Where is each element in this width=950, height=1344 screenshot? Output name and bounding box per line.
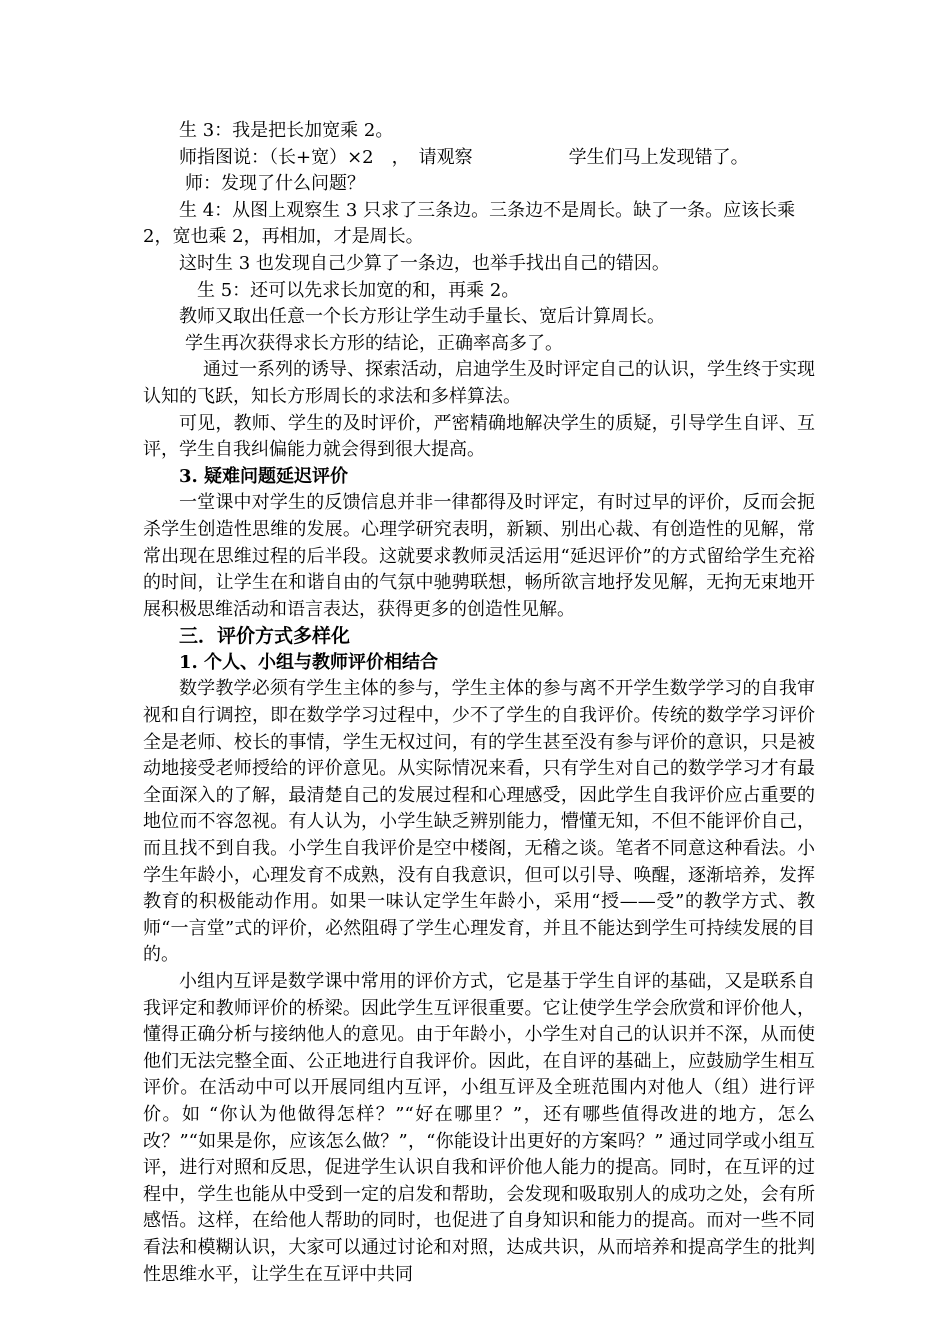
- text-span: 师指图说：（长+宽）×2 ， 请观察: [179, 146, 473, 168]
- section-heading: 3. 疑难问题延迟评价: [179, 465, 349, 487]
- text-span: 学生们马上发现错了。: [568, 146, 749, 168]
- document-page: [143, 118, 815, 1288]
- text-line: 2，宽也乘 2，再相加，才是周长。: [143, 226, 424, 248]
- text-line: 教师又取出任意一个长方形让学生动手量长、宽后计算周长。: [179, 306, 665, 328]
- text-line: 学生再次获得求长方形的结论，正确率高多了。: [185, 332, 563, 354]
- text-line: 师：发现了什么问题？: [185, 173, 365, 195]
- text-line: 生 4：从图上观察生 3 只求了三条边。三条边不是周长。缺了一条。应该长乘: [179, 199, 796, 221]
- paragraph: 通过一系列的诱导、探索活动，启迪学生及时评定自己的认识，学生终于实现认知的飞跃，知长方形周长的求法和多样算法。: [143, 359, 815, 407]
- text-line: 生 3：我是把长加宽乘 2。: [179, 120, 394, 141]
- paragraph: 可见，教师、学生的及时评价，严密精确地解决学生的质疑，引导学生自评、互评，学生自我纠偏能力就会得到很大提高。: [143, 412, 815, 461]
- paragraph: 小组内互评是数学课中常用的评价方式，它是基于学生自评的基础，又是联系自我评定和教师评价的桥梁。因此学生互评很重要。它让使学生学会欣赏和评价他人，懂得正确分析与接纳他人的意见。由于年龄小，小学生对自己的认识并不深，从而使他们无法完整全面、公正地进行自我评价。因此，在自评的基础上，应鼓励学生相互评价。在活动中可以开展同组内互评，小组互评及全班范围内对他人（组）进行评价。如 “你认为他做得怎样？”“好在哪里？”，还有哪些值得改进的地方，怎么改？”“如果是你，应该怎么做？”，“你能设计出更好的方案吗？” 通过同学或小组互评，进行对照和反思，促进学生认识自我和评价他人能力的提高。同时，在互评的过程中，学生也能从中受到一定的启发和帮助，会发现和吸取别人的成功之处，会有所感悟。这样，在给他人帮助的同时，也促进了自身知识和能力的提高。而对一些不同看法和模糊认识，大家可以通过讨论和对照，达成共识，从而培养和提高学生的批判性思维水平，让学生在互评中共同: [143, 971, 815, 1285]
- text-line: [143, 145, 815, 172]
- paragraph: 一堂课中对学生的反馈信息并非一律都得及时评定，有时过早的评价，反而会扼杀学生创造性思维的发展。心理学研究表明，新颖、别出心裁、有创造性的见解，常常出现在思维过程的后半段。这就要求教师灵活运用“延迟评价”的方式留给学生充裕的时间，让学生在和谐自由的气氛中驰骋联想，畅所欲言地抒发见解，无拘无束地开展积极思维活动和语言表达，获得更多的创造性见解。: [143, 492, 815, 620]
- section-heading: 1. 个人、小组与教师评价相结合: [179, 651, 439, 673]
- paragraph: 数学教学必须有学生主体的参与，学生主体的参与离不开学生数学学习的自我审视和自行调控，即在数学学习过程中，少不了学生的自我评价。传统的数学学习评价全是老师、校长的事情，学生无权过问，有的学生甚至没有参与评价的意识，只是被动地接受老师授给的评价意见。从实际情况来看，只有学生对自己的数学学习才有最全面深入的了解，最清楚自己的发展过程和心理感受，因此学生自我评价应占重要的地位而不容忽视。有人认为，小学生缺乏辨别能力，懵懂无知，不但不能评价自己，而且找不到自我。小学生自我评价是空中楼阁，无稽之谈。笔者不同意这种看法。小学生年龄小，心理发育不成熟，没有自我意识，但可以引导、唤醒，逐渐培养，发挥教育的积极能动作用。如果一味认定学生年龄小，采用“授——受”的教学方式、教师“一言堂”式的评价，必然阻碍了学生心理发育，并且不能达到学生可持续发展的目的。: [143, 678, 815, 966]
- section-heading: 三．评价方式多样化: [179, 625, 351, 648]
- text-line: 这时生 3 也发现自己少算了一条边，也举手找出自己的错因。: [179, 252, 670, 274]
- text-line: 生 5：还可以先求长加宽的和，再乘 2。: [197, 279, 520, 301]
